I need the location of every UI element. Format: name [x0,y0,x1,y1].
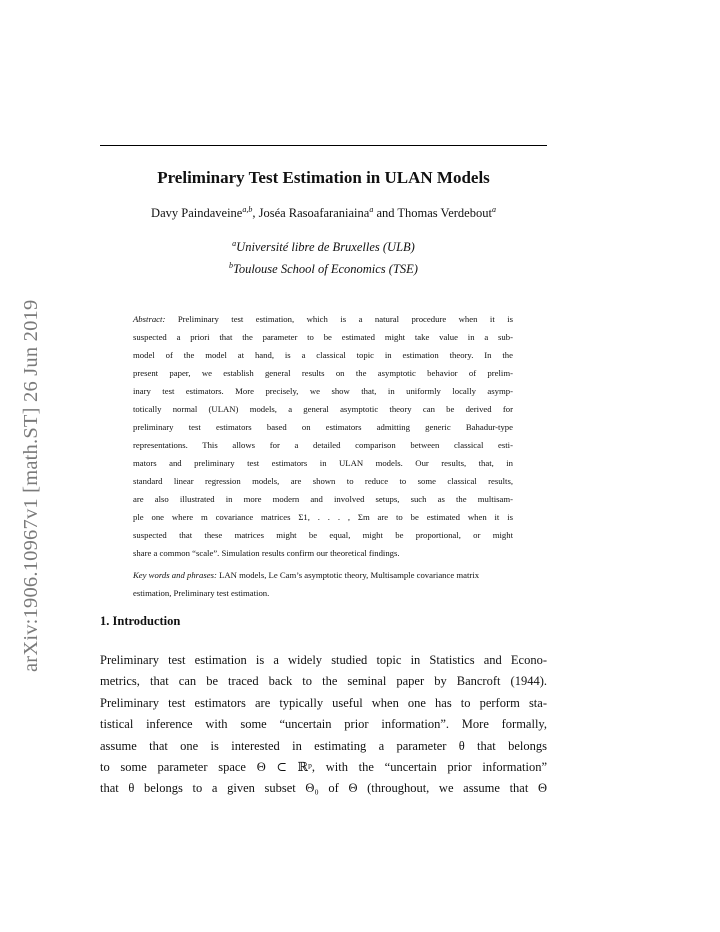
body-line: tistical inference with some “uncertain prior information”. More formally, [100,717,547,732]
abstract-line: standard linear regression models, are shown to reduce to some classical results, [133,476,513,486]
author-name: Thomas Verdebout [397,206,492,221]
abstract-line: are also illustrated in more modern and involved setups, such as the multisam- [133,494,513,504]
body-line: Preliminary test estimators are typically useful when one has to perform sta- [100,695,547,710]
author-affiliation-mark: a [369,205,374,214]
abstract-line: representations. This allows for a detailed comparison between classical esti- [133,440,513,450]
keywords-label: Key words and phrases: [133,570,217,580]
abstract-line: mators and preliminary test estimators in ULAN models. Our results, that, in [133,458,513,468]
abstract-line: Abstract: Preliminary test estimation, which is a natural procedure when it is [133,314,513,324]
affiliation [100,261,547,277]
author-affiliation-mark: a [491,205,496,214]
abstract-line: totically normal (ULAN) models, a general asymptotic theory can be derived for [133,404,513,414]
abstract-line: model of the model at hand, is a classical topic in estimation theory. In the [133,350,513,360]
abstract-label: Abstract: [133,314,166,324]
affiliation-mark: a [232,239,237,248]
body-line: to some parameter space Θ ⊂ ℝᵖ, with the “uncertain prior information” [100,760,547,775]
affiliation-mark: b [229,261,234,270]
paper-title: Preliminary Test Estimation in ULAN Models [157,168,490,187]
title-rule [100,145,547,146]
author-affiliation-mark: a,b [242,205,253,214]
author-list [100,205,547,221]
affiliation-text: Toulouse School of Economics (TSE) [233,262,418,277]
abstract-line: inary test estimators. More precisely, we show that, in uniformly locally asymp- [133,386,513,396]
author-name: Joséa Rasoafaraniaina [258,206,370,221]
author-separator: , [252,206,259,221]
abstract-line: suspected a priori that the parameter to be estimated might take value in a sub- [133,332,513,342]
abstract-line: suspected that these matrices might be equal, might be proportional, or might [133,530,513,540]
body-line: that θ belongs to a given subset Θ₀ of Θ (throughout, we assume that Θ [100,781,547,796]
body-line: Preliminary test estimation is a widely studied topic in Statistics and Econo- [100,653,547,667]
abstract-line: preliminary test estimators based on estimators admitting generic Bahadur-type [133,422,513,432]
body-line: metrics, that can be traced back to the seminal paper by Bancroft (1944). [100,674,547,689]
abstract-line: ple one where m covariance matrices Σ1, . . . , Σm are to be estimated when it is [133,512,513,522]
author-separator: and [373,206,398,221]
body-line: assume that one is interested in estimating a parameter θ that belongs [100,738,547,753]
affiliation [100,239,547,255]
introduction-body [100,650,547,800]
keywords [133,566,513,602]
affiliation-text: Université libre de Bruxelles (ULB) [236,240,415,255]
abstract-line: present paper, we establish general results on the asymptotic behavior of prelim- [133,368,513,378]
keywords-text: LAN models, Le Cam’s asymptotic theory, Multisample covariance matrix estimation, Preliminary test estimation. [133,570,480,598]
section-heading-introduction: 1. Introduction [100,614,181,628]
abstract-line: share a common “scale”. Simulation results confirm our theoretical findings. [133,548,400,558]
arxiv-identifier: arXiv:1906.10967v1 [math.ST] 26 Jun 2019 [20,299,42,672]
author-name: Davy Paindaveine [151,206,243,221]
abstract [133,310,513,562]
